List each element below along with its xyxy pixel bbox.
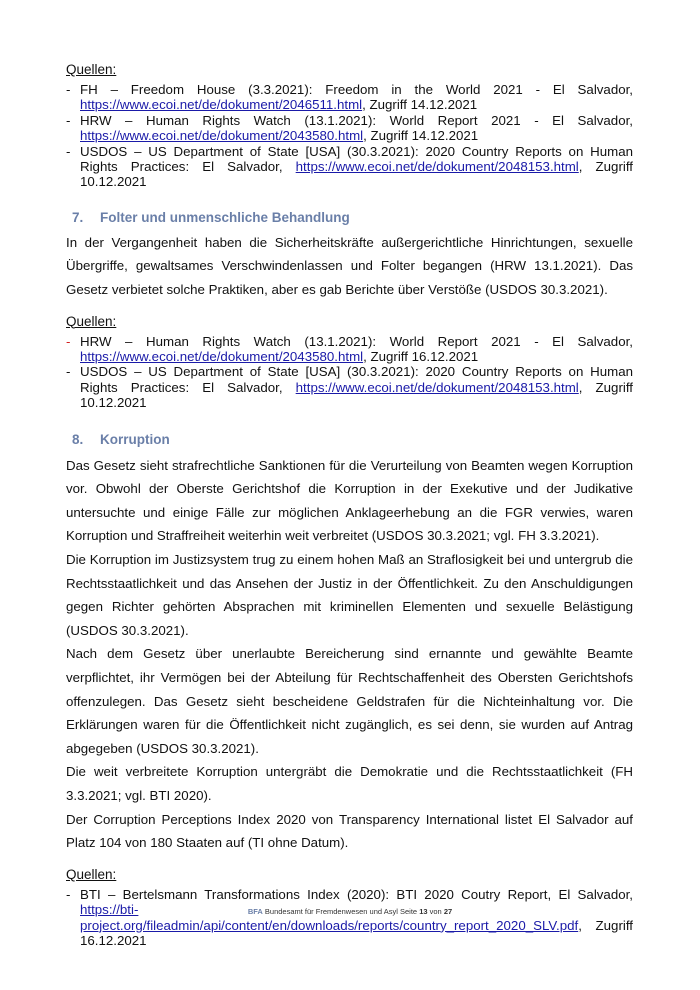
sources-list-2 <box>66 334 633 411</box>
source-item: - FH – Freedom House (3.3.2021): Freedom in the World 2021 - El Salvador, https://www.ecoi.net/de/dokument/2046511.html, Zugriff 14.12.2021 <box>66 82 633 113</box>
section-paragraph: In der Vergangenheit haben die Sicherheitskräfte außergerichtliche Hinrichtungen, sexuelle Übergriffe, gewaltsames Verschwindenlassen und Folter begangen (HRW 13.1.2021). Das Gesetz verbietet solche Praktiken, aber es gab Berichte über Verstöße (USDOS 30.3.2021). <box>66 234 633 298</box>
section-heading-folter: 7. Folter und unmenschliche Behandlung <box>72 209 350 225</box>
footer-of-word: von <box>429 907 442 916</box>
source-link[interactable]: https://bti-project.org/fileadmin/api/content/en/downloads/reports/country_report_2020_SLV.pdf <box>80 902 579 933</box>
source-item: - HRW – Human Rights Watch (13.1.2021): World Report 2021 - El Salvador, https://www.ecoi.net/de/dokument/2043580.html, Zugriff 14.12.2021 <box>66 112 633 144</box>
footer-page-number: 13 <box>419 907 428 916</box>
source-link[interactable]: https://www.ecoi.net/de/dokument/2043580.html <box>80 128 364 144</box>
sources-list-1 <box>66 82 633 190</box>
section-paragraph: Das Gesetz sieht strafrechtliche Sanktionen für die Verurteilung von Beamten wegen Korruption vor. Obwohl der Oberste Gerichtshof die Korruption in der Exekutive und der Judikative untersuchte und einige Fälle zur möglichen Anklageerhebung an die FGR verwies, waren Korruption und Straffreiheit weiterhin weit verbreitet (USDOS 30.3.2021; vgl. FH 3.3.2021). <box>66 457 633 544</box>
section-body <box>66 454 633 855</box>
sources-label: Quellen: <box>66 62 117 77</box>
source-link[interactable]: https://www.ecoi.net/de/dokument/2048153.html <box>295 379 579 395</box>
section-paragraph: Die weit verbreitete Korruption untergräbt die Demokratie und die Rechtsstaatlichkeit (FH 3.3.2021; vgl. BTI 2020). <box>66 764 633 803</box>
source-link[interactable]: https://www.ecoi.net/de/dokument/2043580.html <box>80 349 364 365</box>
bfa-logo: BFA <box>247 907 263 916</box>
footer-page-word: Seite <box>400 907 418 916</box>
section-paragraph: Der Corruption Perceptions Index 2020 von Transparency International listet El Salvador auf Platz 104 von 180 Staaten auf (TI ohne Datum). <box>66 811 633 851</box>
sources-label: Quellen: <box>66 866 117 882</box>
source-item: - USDOS – US Department of State [USA] (30.3.2021): 2020 Country Reports on Human Rights Practices: El Salvador, https://www.ecoi.net/de/dokument/2048153.html, Zugriff 10.12.2021 <box>66 364 633 411</box>
sources-list-3 <box>66 887 633 949</box>
page-footer <box>0 907 700 916</box>
source-item: - USDOS – US Department of State [USA] (30.3.2021): 2020 Country Reports on Human Rights Practices: El Salvador, https://www.ecoi.net/de/dokument/2048153.html, Zugriff 10.12.2021 <box>66 143 633 190</box>
source-link[interactable]: https://www.ecoi.net/de/dokument/2048153.html <box>295 159 579 175</box>
source-item: - BTI – Bertelsmann Transformations Index (2020): BTI 2020 Coutry Report, El Salvador, https://bti-project.org/fileadmin/api/content/en/downloads/reports/country_report_2020_SLV.pdf, Zugriff 16.12.2021 <box>66 886 633 948</box>
section-heading-korruption: 8. Korruption <box>72 431 170 447</box>
source-link[interactable]: https://www.ecoi.net/de/dokument/2046511.html <box>80 97 363 113</box>
footer-agency: Bundesamt für Fremdenwesen und Asyl <box>264 907 398 916</box>
source-item: - HRW – Human Rights Watch (13.1.2021): World Report 2021 - El Salvador, https://www.ecoi.net/de/dokument/2043580.html, Zugriff 16.12.2021 <box>66 333 633 365</box>
sources-label: Quellen: <box>66 313 117 329</box>
section-paragraph: Die Korruption im Justizsystem trug zu einem hohen Maß an Straflosigkeit bei und untergrub die Rechtsstaatlichkeit und das Ansehen der Justiz in der Öffentlichkeit. Zu den Anschuldigungen gegen Richter gehörten Absprachen mit kriminellen Elementen und sexuelle Belästigung (USDOS 30.3.2021). <box>66 552 633 638</box>
document-page <box>66 62 633 948</box>
footer-page-total: 27 <box>443 907 453 916</box>
section-paragraph: Nach dem Gesetz über unerlaubte Bereicherung sind ernannte und gewählte Beamte verpflichtet, ihr Vermögen bei der Abteilung für Rechtschaffenheit des Obersten Gerichtshofs offenzulegen. Das Gesetz sieht bescheidene Geldstrafen für die Nichteinhaltung vor. Die Erklärungen waren für die Öffentlichkeit nicht zugänglich, es sei denn, sie wurden auf Antrag abgegeben (USDOS 30.3.2021). <box>66 646 633 756</box>
